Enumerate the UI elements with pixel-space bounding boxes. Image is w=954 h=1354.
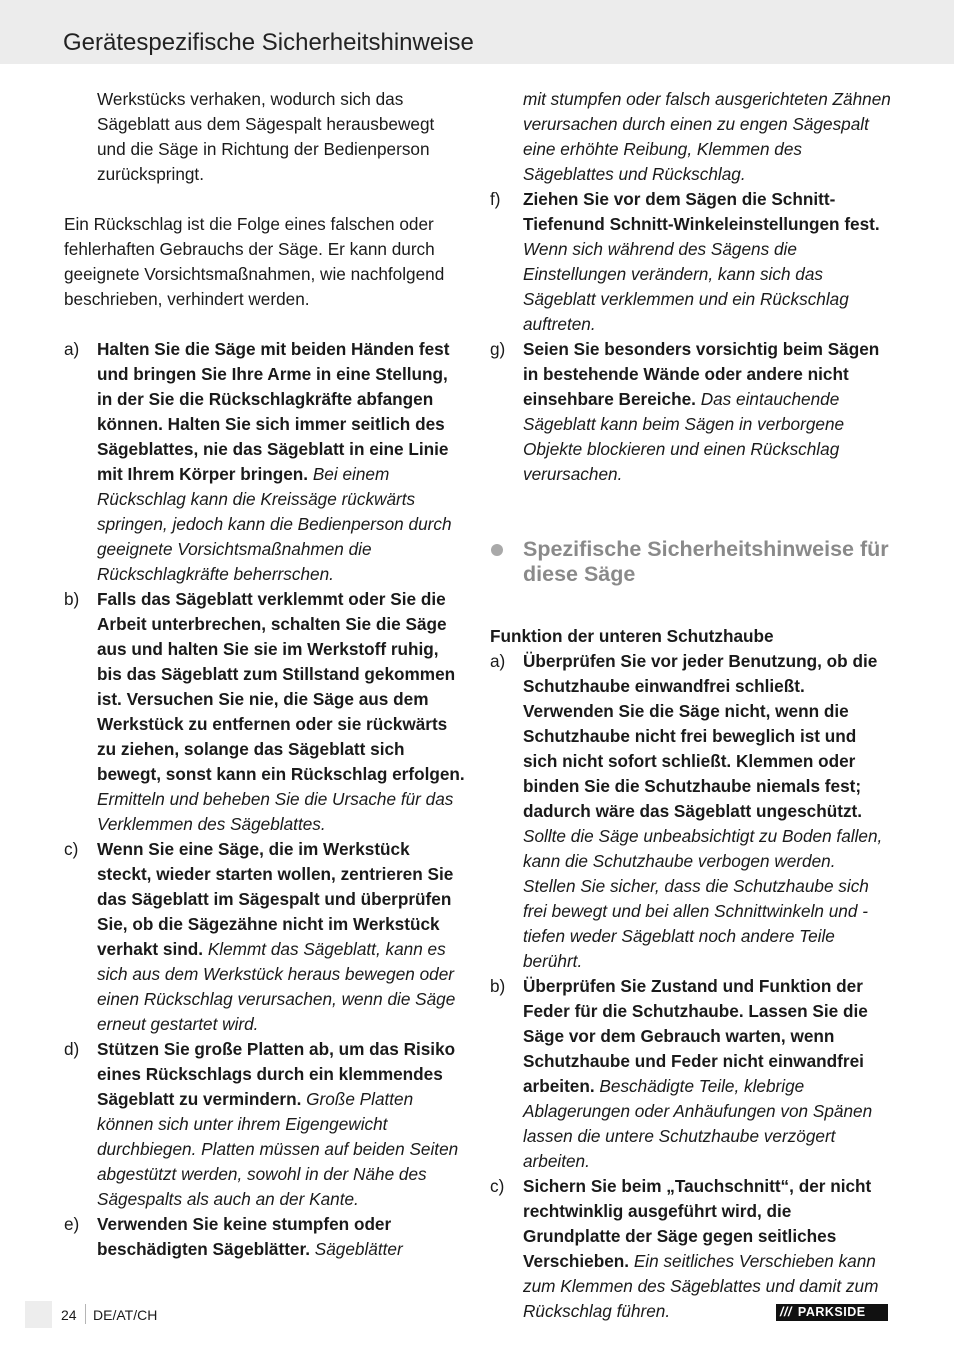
continued-text bbox=[490, 87, 892, 187]
list-item-label: f) bbox=[490, 189, 501, 209]
list-item-bold: Stützen Sie große Platten ab, um das Risiko eines Rückschlags durch ein klemmendes Sägeblatt zu vermindern. bbox=[97, 1039, 456, 1109]
list-item-label: g) bbox=[490, 339, 506, 359]
list-item-label: c) bbox=[64, 839, 79, 859]
list-item-bold: Falls das Sägeblatt verklemmt oder Sie die Arbeit unterbrechen, schalten Sie die Säge aus und halten Sie sie im Werkstoff ruhig, bis das Sägeblatt zum Stillstand gekommen ist. Versuchen Sie nie, die Säge aus dem Werkstück zu entfernen oder sie rückwärts zu ziehen, solange das Sägeblatt sich bewegt, sonst kann ein Rückschlag erfolgen. bbox=[97, 589, 465, 784]
brand-slashes: /// bbox=[780, 1305, 792, 1319]
list-item-label: e) bbox=[64, 1214, 80, 1234]
bullet-icon bbox=[491, 544, 503, 556]
list-item-italic: Sägeblätter bbox=[314, 1239, 403, 1259]
continued-italic: mit stumpfen oder falsch ausgerichteten Zähnen verursachen durch einen zu engen Sägespalt eine erhöhte Reibung, Klemmen des Sägeblattes und Rückschlag. bbox=[523, 89, 891, 184]
list-item-italic: Ermitteln und beheben Sie die Ursache für das Verklemmen des Sägeblattes. bbox=[97, 789, 454, 834]
page-title: Gerätespezifische Sicherheitshinweise bbox=[63, 29, 474, 56]
brand-name: PARKSIDE bbox=[797, 1305, 866, 1319]
list-item-italic: Beschädigte Teile, klebrige Ablagerungen oder Anhäufungen von Spänen lassen die untere Schutzhaube verzögert arbeiten. bbox=[523, 1076, 873, 1171]
list-item-bold: Wenn Sie eine Säge, die im Werkstück steckt, wieder starten wollen, zentrieren Sie das Sägeblatt im Sägespalt und überprüfen Sie, ob die Sägezähne nicht im Werkstück verhakt sind. bbox=[97, 839, 454, 959]
list-item-bold: Überprüfen Sie Zustand und Funktion der Feder für die Schutzhaube. Lassen Sie die Säge vor dem Gebrauch warten, wenn Schutzhaube und Feder nicht einwandfrei arbeiten. bbox=[523, 976, 868, 1096]
section-heading bbox=[490, 537, 892, 587]
list-item bbox=[64, 1212, 466, 1262]
list-item-italic: Klemmt das Sägeblatt, kann es sich aus dem Werkstück heraus bewegen oder einen Rückschlag verursachen, wenn die Säge erneut gestartet wird. bbox=[97, 939, 456, 1034]
list-item-label: b) bbox=[64, 589, 80, 609]
continued-text: Werkstücks verhaken, wodurch sich das Sägeblatt aus dem Sägespalt herausbewegt und die Säge in Richtung der Bedienperson zurückspringt. bbox=[97, 89, 435, 184]
list-item-bold: Überprüfen Sie vor jeder Benutzung, ob die Schutzhaube einwandfrei schließt. Verwenden Sie die Säge nicht, wenn die Schutzhaube nicht frei beweglich ist und sich nicht sofort schließt. Klemmen oder binden Sie die Schutzhaube niemals fest; dadurch wäre das Sägeblatt ungeschützt. bbox=[523, 651, 878, 821]
list-item bbox=[490, 649, 892, 974]
header-band bbox=[0, 0, 954, 64]
list-item bbox=[64, 1037, 466, 1212]
list-item-label: c) bbox=[490, 1176, 505, 1196]
list-item-italic: Sollte die Säge unbeabsichtigt zu Boden fallen, kann die Schutzhaube verbogen werden. Stellen Sie sicher, dass die Schutzhaube sich frei bewegt und bei allen Schnittwinkeln und -tiefen weder Sägeblatt noch andere Teile berührt. bbox=[523, 826, 883, 971]
list-item-bold: Ziehen Sie vor dem Sägen die Schnitt-Tiefenund Schnitt-Winkeleinstellungen fest. bbox=[523, 189, 880, 234]
list-item-italic: Ein seitliches Verschieben kann zum Klemmen des Sägeblattes und damit zum Rückschlag führen. bbox=[523, 1251, 879, 1321]
list-item bbox=[490, 187, 892, 337]
list-item-label: d) bbox=[64, 1039, 80, 1059]
right-column bbox=[490, 87, 892, 1324]
list-item-italic: Große Platten können sich unter ihrem Eigengewicht durchbiegen. Platten müssen auf beiden Seiten abgestützt werden, sowohl in der Nähe des Sägespalts als auch an der Kante. bbox=[97, 1089, 459, 1209]
list-item-bold: Sichern Sie beim „Tauchschnitt“, der nicht rechtwinklig ausgeführt wird, die Grundplatte der Säge gegen seitliches Verschieben. bbox=[523, 1176, 872, 1271]
list-item bbox=[490, 974, 892, 1174]
left-column bbox=[64, 87, 466, 1262]
brand-logo bbox=[776, 1304, 888, 1321]
list-item bbox=[64, 587, 466, 837]
paragraph-rueckschlag: Ein Rückschlag ist die Folge eines falschen oder fehlerhaften Gebrauchs der Säge. Er kann durch geeignete Vorsichtsmaßnahmen, wie nachfolgend beschrieben, verhindert werden. bbox=[64, 214, 445, 309]
subheading: Funktion der unteren Schutzhaube bbox=[490, 626, 774, 646]
list-item bbox=[490, 1174, 892, 1324]
list-item-label: b) bbox=[490, 976, 506, 996]
list-item-label: a) bbox=[64, 339, 80, 359]
list-item bbox=[490, 337, 892, 487]
list-item-label: a) bbox=[490, 651, 506, 671]
list-item-italic: Das eintauchende Sägeblatt kann beim Sägen in verborgene Objekte blockieren und einen Rückschlag verursachen. bbox=[523, 389, 845, 484]
list-item-bold: Halten Sie die Säge mit beiden Händen fest und bringen Sie Ihre Arme in eine Stellung, in der Sie die Rückschlagkräfte abfangen können. Halten Sie sich immer seitlich des Sägeblattes, nie das Sägeblatt in eine Linie mit Ihrem Körper bringen. bbox=[97, 339, 450, 484]
footer-divider bbox=[85, 1304, 86, 1324]
page-number: 24 bbox=[61, 1307, 77, 1323]
list-item bbox=[64, 837, 466, 1037]
list-item-italic: Wenn sich während des Sägens die Einstellungen verändern, kann sich das Sägeblatt verklemmen und ein Rückschlag auftreten. bbox=[523, 239, 849, 334]
list-item-bold: Verwenden Sie keine stumpfen oder beschädigten Sägeblätter. bbox=[97, 1214, 392, 1259]
section-heading-text: Spezifische Sicherheitshinweise für diese Säge bbox=[523, 537, 889, 586]
page-number-box bbox=[25, 1301, 52, 1328]
list-item-bold: Seien Sie besonders vorsichtig beim Sägen in bestehende Wände oder andere nicht einsehbare Bereiche. bbox=[523, 339, 880, 409]
list-item bbox=[64, 337, 466, 587]
list-item-italic: Bei einem Rückschlag kann die Kreissäge rückwärts springen, jedoch kann die Bedienperson durch geeignete Vorsichtsmaßnahmen die Rückschlagkräfte beherrschen. bbox=[97, 464, 452, 584]
locale-label: DE/AT/CH bbox=[93, 1307, 158, 1323]
